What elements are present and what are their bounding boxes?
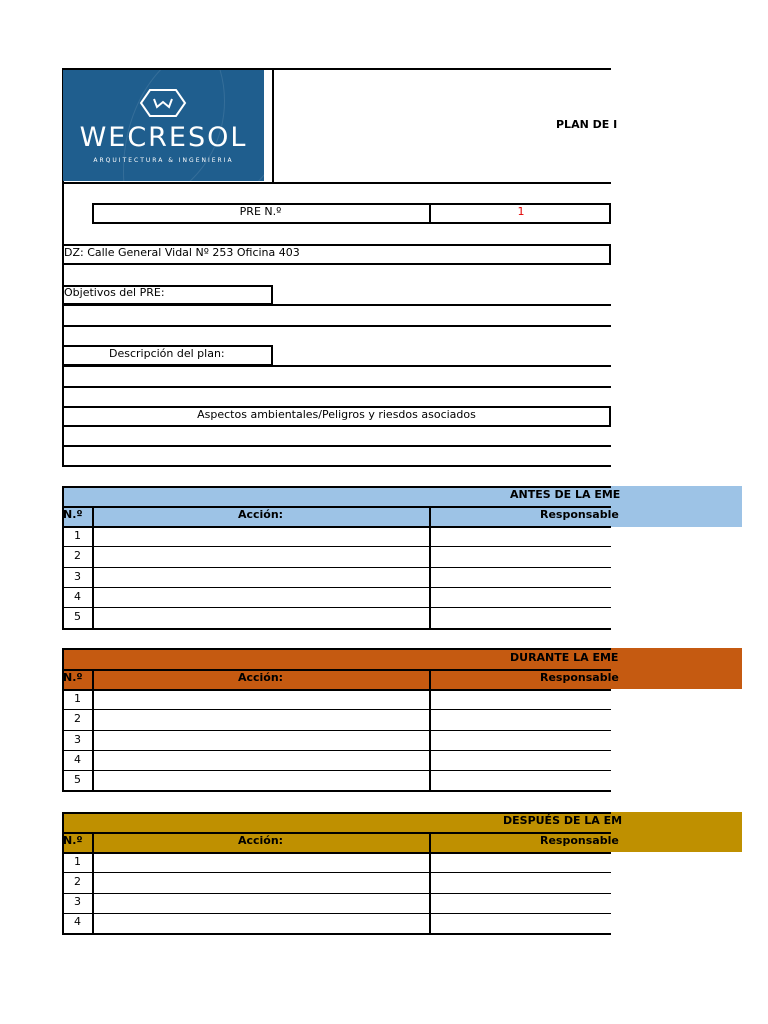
plan-title: PLAN DE I	[556, 118, 618, 131]
table-row[interactable]	[62, 893, 611, 894]
table-row[interactable]	[62, 730, 611, 731]
section-durante-title: DURANTE LA EME	[510, 651, 619, 664]
row-number: 1	[74, 692, 81, 705]
objectives-label: Objetivos del PRE:	[64, 286, 165, 299]
description-label: Descripción del plan:	[109, 347, 225, 360]
row-number: 3	[74, 570, 81, 583]
col-num-header: N.º	[63, 508, 83, 521]
table-row[interactable]	[62, 546, 611, 547]
row-number: 2	[74, 875, 81, 888]
col-responsible-header: Responsable	[540, 671, 619, 684]
row-number: 5	[74, 773, 81, 786]
table-row[interactable]	[62, 567, 611, 568]
header-divider	[272, 70, 274, 183]
table-row[interactable]	[62, 770, 611, 771]
row-number: 1	[74, 855, 81, 868]
table-row[interactable]	[62, 709, 611, 710]
col-num-header: N.º	[63, 671, 83, 684]
logo-emblem-icon	[139, 88, 187, 118]
col-num-header: N.º	[63, 834, 83, 847]
table-row[interactable]	[62, 872, 611, 873]
row-number: 3	[74, 895, 81, 908]
table-row[interactable]	[62, 628, 611, 630]
section-antes-title: ANTES DE LA EME	[510, 488, 621, 501]
section-despues-title: DESPUÉS DE LA EM	[503, 814, 623, 827]
row-number: 1	[74, 529, 81, 542]
table-row[interactable]	[62, 790, 611, 792]
row-number: 2	[74, 712, 81, 725]
row-number: 4	[74, 915, 81, 928]
row-number: 4	[74, 590, 81, 603]
row-number: 2	[74, 549, 81, 562]
table-row[interactable]	[62, 933, 611, 935]
col-responsible-header: Responsable	[540, 834, 619, 847]
aspects-label: Aspectos ambientales/Peligros y riesdos asociados	[197, 408, 476, 421]
logo-name: WECRESOL	[79, 122, 248, 153]
col-action-header: Acción:	[237, 671, 284, 684]
col-action-header: Acción:	[237, 508, 284, 521]
col-action-header: Acción:	[237, 834, 284, 847]
pre-number-label: PRE N.º	[239, 205, 282, 218]
row-number: 4	[74, 753, 81, 766]
table-row[interactable]	[62, 607, 611, 608]
table-row[interactable]	[62, 750, 611, 751]
row-number: 5	[74, 610, 81, 623]
table-row[interactable]	[62, 587, 611, 588]
logo-subtitle: ARQUITECTURA & INGENIERIA	[93, 157, 234, 164]
address-text: DZ: Calle General Vidal Nº 253 Oficina 403	[64, 246, 300, 259]
row-number: 3	[74, 733, 81, 746]
pre-number-value[interactable]: 1	[517, 205, 525, 218]
table-row[interactable]	[62, 913, 611, 914]
col-responsible-header: Responsable	[540, 508, 619, 521]
header-bottom-border	[62, 182, 611, 184]
company-logo	[63, 70, 264, 181]
